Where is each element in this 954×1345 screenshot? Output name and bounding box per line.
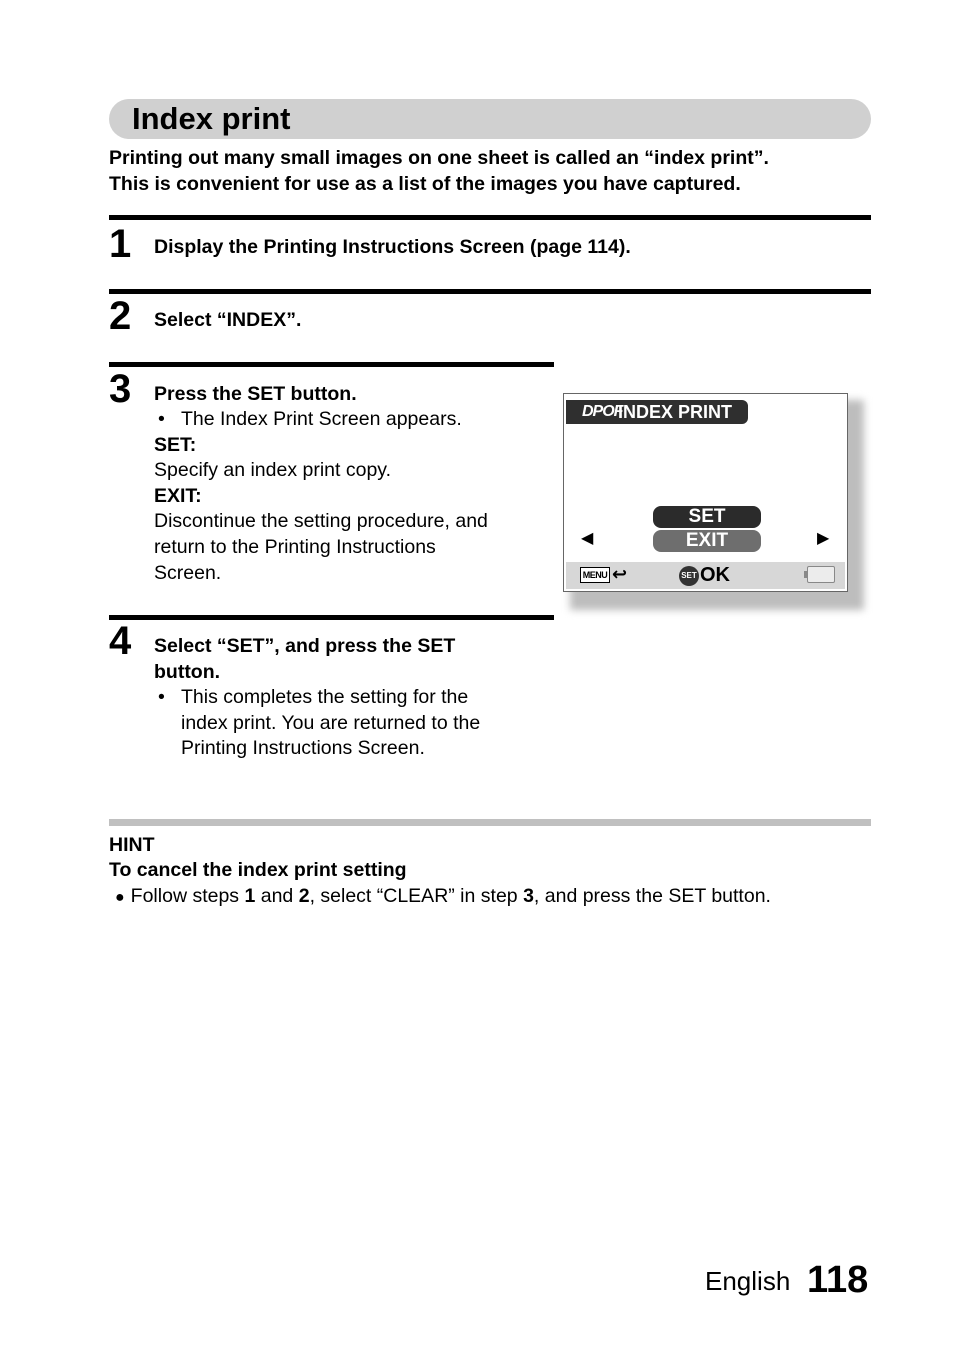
- step-3-content: [154, 381, 488, 586]
- screen-header-title: INDEX PRINT: [618, 402, 733, 422]
- option-exit: EXIT: [653, 530, 761, 552]
- step-4-bullet-line: This completes the setting for the: [181, 686, 469, 708]
- step-2-number: 2: [109, 294, 132, 338]
- set-icon: SET: [679, 566, 699, 586]
- step-4-bullet-line: Printing Instructions Screen.: [181, 737, 425, 760]
- step-2-title: Select “INDEX”.: [154, 309, 302, 331]
- step-4-rule: [109, 615, 554, 620]
- step-1-number: 1: [109, 222, 132, 266]
- hint-step-ref: 2: [298, 885, 310, 907]
- step-4-number: 4: [109, 619, 132, 663]
- step-4-bullet-line: index print. You are returned to the: [181, 711, 481, 734]
- intro-paragraph: [109, 145, 889, 197]
- exit-description-line: Screen.: [154, 561, 222, 584]
- hint-text-part: Follow steps: [130, 885, 245, 907]
- step-3-bullet-text: The Index Print Screen appears.: [181, 408, 462, 430]
- bullet-mark: •: [158, 686, 165, 708]
- exit-description-line: return to the Printing Instructions: [154, 535, 436, 558]
- step-3-title: Press the SET button.: [154, 383, 357, 405]
- page-number: 118: [807, 1259, 869, 1301]
- step-3-bullet: [154, 407, 488, 433]
- hint-title: To cancel the index print setting: [109, 859, 407, 881]
- step-1-rule: [109, 215, 871, 220]
- step-4-content: [154, 633, 480, 762]
- step-4-title-line: button.: [154, 661, 221, 683]
- return-icon: ↩: [612, 564, 628, 584]
- exit-description-line: Discontinue the setting procedure, and: [154, 510, 488, 533]
- bullet-mark: •: [158, 408, 165, 430]
- camera-screen-illustration: [563, 393, 848, 592]
- step-3-rule: [109, 362, 554, 367]
- set-label: SET:: [154, 433, 197, 456]
- option-set: SET: [653, 506, 761, 528]
- hint-label: HINT: [109, 834, 155, 856]
- footer-language: English: [705, 1266, 791, 1296]
- left-arrow-icon: ◀: [581, 530, 594, 547]
- intro-line: This is convenient for use as a list of the images you have captured.: [109, 173, 741, 195]
- intro-line: Printing out many small images on one sheet is called an “index print”.: [109, 147, 769, 169]
- title-bar: [109, 99, 871, 139]
- step-1-title: Display the Printing Instructions Screen (page 114).: [154, 236, 631, 258]
- right-arrow-icon: ▶: [817, 530, 830, 547]
- exit-label: EXIT:: [154, 484, 202, 507]
- hint-text-part: , select “CLEAR” in step: [309, 885, 524, 907]
- hint-text: [109, 883, 771, 911]
- menu-icon: MENU: [580, 567, 610, 583]
- set-description: Specify an index print copy.: [154, 459, 392, 482]
- screen-footer: [566, 562, 845, 589]
- ok-label: OK: [700, 564, 730, 586]
- battery-icon: [807, 566, 835, 583]
- page-title: Index print: [132, 101, 291, 136]
- hint-text-part: and: [255, 885, 299, 907]
- dpof-icon: DPOF: [582, 403, 623, 420]
- step-2-rule: [109, 289, 871, 294]
- screen-header: [566, 400, 748, 424]
- hint-step-ref: 1: [244, 885, 256, 907]
- hint-rule: [109, 819, 871, 826]
- hint-step-ref: 3: [523, 885, 534, 907]
- step-4-title-line: Select “SET”, and press the SET: [154, 635, 456, 657]
- hint-bullet: ●: [115, 889, 125, 906]
- step-4-bullet: [154, 685, 480, 762]
- hint-text-part: , and press the SET button.: [533, 885, 771, 907]
- step-3-number: 3: [109, 367, 132, 411]
